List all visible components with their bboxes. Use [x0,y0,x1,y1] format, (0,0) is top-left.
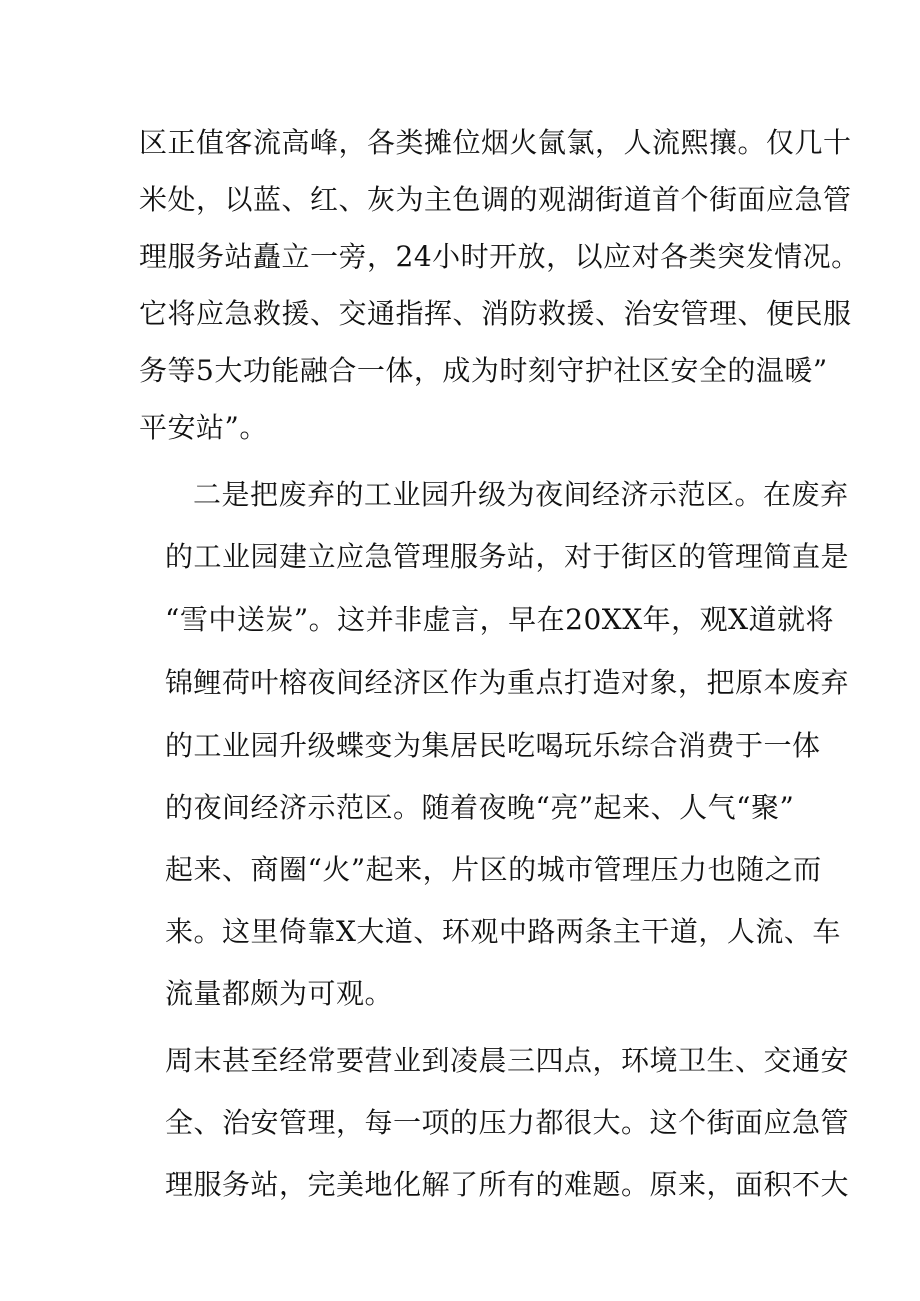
paragraph-line: 的工业园建立应急管理服务站，对于街区的管理简直是 [165,540,850,573]
paragraph-line: 全、治安管理，每一项的压力都很大。这个街面应急管 [165,1106,850,1139]
paragraph-line: “雪中送炭”。这并非虚言，早在20XX年，观X道就将 [165,603,835,636]
paragraph-line: 平安站”。 [139,411,268,444]
paragraph-line: 起来、商圈“火”起来，片区的城市管理压力也随之而 [165,853,822,886]
paragraph-line: 周末甚至经常要营业到凌晨三四点，环境卫生、交通安 [165,1044,850,1077]
paragraph-line: 理服务站矗立一旁，24小时开放，以应对各类突发情况。 [139,240,860,273]
paragraph-line: 它将应急救援、交通指挥、消防救援、治安管理、便民服 [139,297,852,330]
paragraph-line: 区正值客流高峰，各类摊位烟火氤氯，人流熙攘。仅几十 [139,126,852,159]
paragraph-line: 的工业园升级蝶变为集居民吃喝玩乐综合消费于一体 [165,729,821,762]
paragraph-line: 的夜间经济示范区。随着夜晚“亮”起来、人气“聚” [165,791,795,824]
paragraph-line: 理服务站，完美地化解了所有的难题。原来，面积不大 [165,1168,850,1201]
paragraph-line: 二是把废弃的工业园升级为夜间经济示范区。在废弃 [193,478,849,511]
paragraph-line: 流量都颇为可观。 [165,977,394,1010]
paragraph-line: 锦鲤荷叶榕夜间经济区作为重点打造对象，把原本废弃 [165,666,850,699]
paragraph-line: 务等5大功能融合一体，成为时刻守护社区安全的温暖” [139,354,828,387]
paragraph-line: 米处，以蓝、红、灰为主色调的观湖街道首个街面应急管 [139,183,852,216]
paragraph-line: 来。这里倚靠X大道、环观中路两条主干道，人流、车 [165,915,841,948]
